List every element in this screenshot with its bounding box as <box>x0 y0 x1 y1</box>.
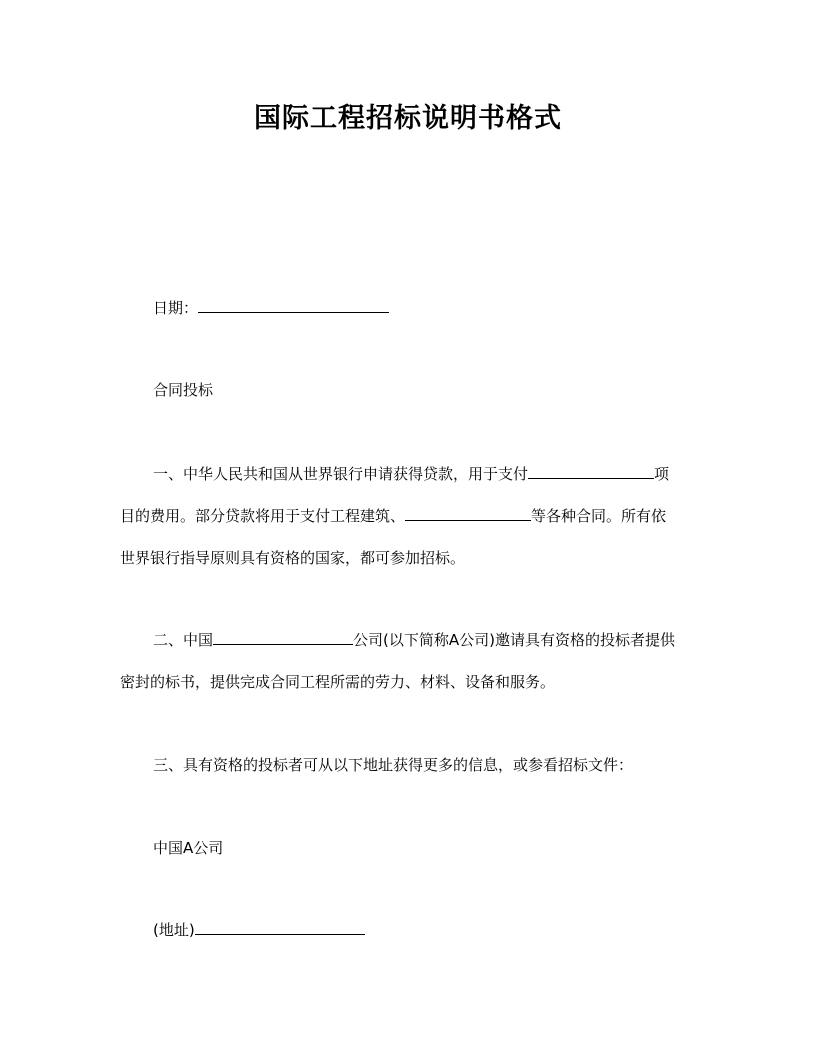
paragraph-1-text-c: 目的费用。部分贷款将用于支付工程建筑、 <box>120 507 406 525</box>
date-line <box>153 298 389 318</box>
company-name-blank[interactable] <box>213 630 353 645</box>
paragraph-1-text-b: 项 <box>654 465 670 483</box>
contract-type-blank[interactable] <box>405 506 531 521</box>
date-label: 日期： <box>153 299 199 317</box>
address-blank[interactable] <box>195 920 365 935</box>
document-title: 国际工程招标说明书格式 <box>254 103 562 134</box>
section-heading: 合同投标 <box>153 381 214 399</box>
paragraph-1-text-d: 等各种合同。所有依 <box>531 507 667 525</box>
paragraph-1-line-3: 世界银行指导原则具有资格的国家，都可参加招标。 <box>120 549 466 567</box>
address-line <box>153 920 365 940</box>
paragraph-1-line-2 <box>120 506 666 526</box>
paragraph-2-text-a: 二、中国 <box>153 631 214 649</box>
address-label: (地址) <box>153 921 195 939</box>
company-name: 中国A公司 <box>153 839 224 857</box>
paragraph-1-text-a: 一、中华人民共和国从世界银行申请获得贷款，用于支付 <box>153 465 529 483</box>
paragraph-3: 三、具有资格的投标者可从以下地址获得更多的信息，或参看招标文件： <box>153 756 634 774</box>
date-blank[interactable] <box>198 298 389 313</box>
paragraph-2-text-b: 公司(以下简称A公司)邀请具有资格的投标者提供 <box>353 631 675 649</box>
paragraph-2-line-2: 密封的标书，提供完成合同工程所需的劳力、材料、设备和服务。 <box>120 673 556 691</box>
project-blank[interactable] <box>528 464 654 479</box>
paragraph-1-line-1 <box>153 464 669 484</box>
paragraph-2-line-1 <box>153 630 675 650</box>
